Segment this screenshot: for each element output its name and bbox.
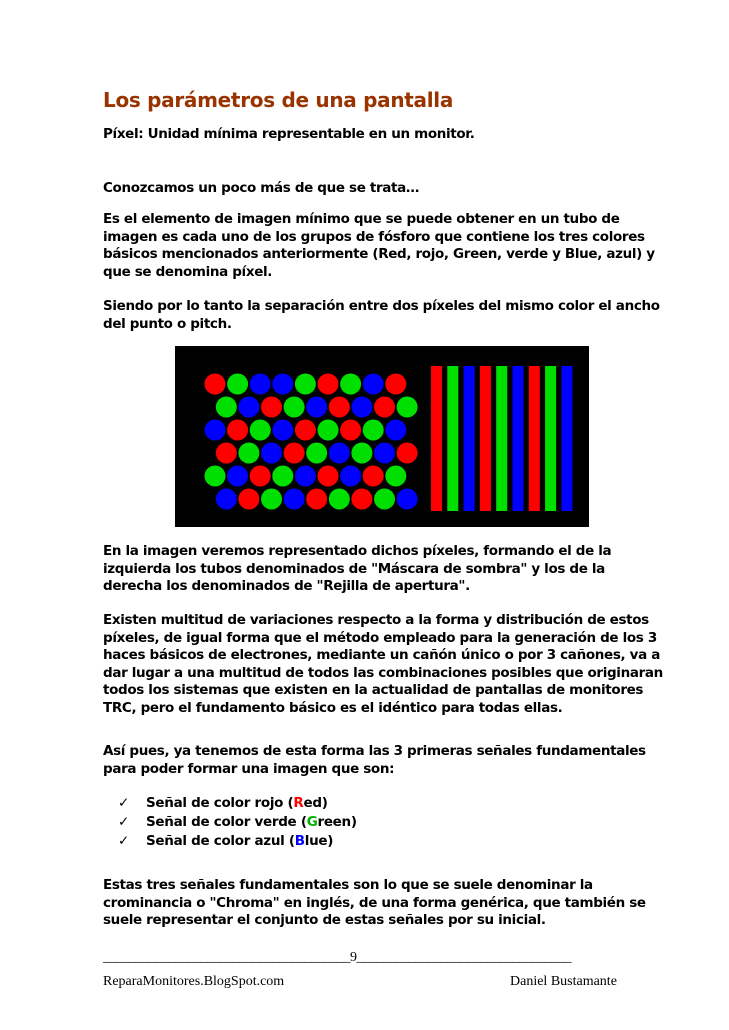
shadow-mask-dot-green [227,374,248,395]
shadow-mask-dot-blue [374,443,395,464]
shadow-mask-dot-red [238,489,259,510]
shadow-mask-dot-red [397,443,418,464]
pixel-definition: Píxel: Unidad mínima representable en un monitor. [103,126,475,142]
shadow-mask-dot-green [250,420,271,441]
shadow-mask-dot-blue [284,489,305,510]
signal-label-rest: reen) [317,814,357,830]
list-item-red-signal [118,794,357,813]
footer-site: ReparaMonitores.BlogSpot.com [103,974,285,989]
list-item-blue-signal [118,832,357,851]
shadow-mask-dot-red [261,397,282,418]
page-title: Los parámetros de una pantalla [103,88,454,112]
shadow-mask-dot-green [363,420,384,441]
signal-initial-blue: B [294,833,305,849]
aperture-grille-stripe-blue [561,366,572,511]
signal-initial-red: R [293,795,304,811]
shadow-mask-dot-green [329,489,350,510]
shadow-mask-dot-green [318,420,339,441]
shadow-mask-dot-red [340,420,361,441]
shadow-mask-dot-blue [295,466,316,487]
shadow-mask-dot-blue [216,489,237,510]
check-icon: ✓ [118,795,130,811]
check-icon: ✓ [118,814,130,830]
intro-paragraph: Conozcamos un poco más de que se trata… [103,180,420,196]
shadow-mask-dot-blue [306,397,327,418]
shadow-mask-dot-blue [205,420,226,441]
pixel-structure-figure [175,346,589,527]
shadow-mask-dot-blue [329,443,350,464]
shadow-mask-dot-red [295,420,316,441]
shadow-mask-dot-blue [261,443,282,464]
shadow-mask-dot-green [216,397,237,418]
shadow-mask-dot-green [306,443,327,464]
aperture-grille-stripe-red [529,366,540,511]
shadow-mask-dot-blue [272,420,293,441]
shadow-mask-dot-red [318,466,339,487]
shadow-mask-dot-blue [250,374,271,395]
aperture-grille-stripe-green [496,366,507,511]
shadow-mask-dot-red [374,397,395,418]
shadow-mask-dot-blue [340,466,361,487]
footer-page-line: ______________________________________9_________________________________ [103,950,571,965]
shadow-mask-dot-blue [397,489,418,510]
shadow-mask-dot-red [318,374,339,395]
shadow-mask-dot-green [238,443,259,464]
shadow-mask-dot-red [284,443,305,464]
signal-label-rest: ed) [303,795,328,811]
shadow-mask-dot-green [205,466,226,487]
signal-initial-green: G [306,814,318,830]
aperture-grille-stripe-green [545,366,556,511]
footer-author: Daniel Bustamante [510,974,617,989]
shadow-mask-dot-green [397,397,418,418]
shadow-mask-dot-green [261,489,282,510]
signal-label: Señal de color verde ( [146,814,307,830]
shadow-mask-dot-green [272,466,293,487]
pixel-explanation-paragraph: Es el elemento de imagen mínimo que se puede obtener en un tubo de imagen es cada uno de los grupos de fósforo que contiene los tres colores básicos mencionados anteriormente (Red, rojo, Green, verde y Blue, azul) y que se denomina píxel. [103,211,655,280]
aperture-grille-stripe-red [480,366,491,511]
signals-intro-paragraph: Así pues, ya tenemos de esta forma las 3 primeras señales fundamentales para poder formar una imagen que son: [103,743,646,777]
shadow-mask-dot-blue [227,466,248,487]
shadow-mask-dot-blue [351,397,372,418]
shadow-mask-dot-green [284,397,305,418]
signal-label: Señal de color azul ( [146,833,295,849]
shadow-mask-dot-red [385,374,406,395]
aperture-grille-stripe-green [447,366,458,511]
color-signal-list [118,794,357,851]
shadow-mask-dot-red [205,374,226,395]
list-item-green-signal [118,813,357,832]
shadow-mask-dot-blue [363,374,384,395]
signal-label: Señal de color rojo ( [146,795,294,811]
shadow-mask-dot-red [216,443,237,464]
figure-description-paragraph: En la imagen veremos representado dichos píxeles, formando el de la izquierda los tubos denominados de "Máscara de sombra" y los de la derecha los denominados de "Rejilla de apertura". [103,543,612,595]
chroma-paragraph: Estas tres señales fundamentales son lo que se suele denominar la crominancia o "Chroma" en inglés, de una forma genérica, que también se suele representar el conjunto de estas señales por su inicial. [103,877,646,929]
shadow-mask-dot-green [351,443,372,464]
shadow-mask-dot-green [340,374,361,395]
shadow-mask-dot-red [306,489,327,510]
shadow-mask-dot-red [227,420,248,441]
shadow-mask-dot-blue [272,374,293,395]
check-icon: ✓ [118,833,130,849]
shadow-mask-dot-blue [385,420,406,441]
shadow-mask-dot-green [385,466,406,487]
shadow-mask-dot-red [363,466,384,487]
pitch-paragraph: Siendo por lo tanto la separación entre dos píxeles del mismo color el ancho del punto o pitch. [103,298,660,332]
shadow-mask-dot-red [351,489,372,510]
shadow-mask-dot-green [374,489,395,510]
shadow-mask-dot-blue [238,397,259,418]
aperture-grille-group [431,366,572,511]
shadow-mask-dot-red [250,466,271,487]
shadow-mask-dot-red [329,397,350,418]
shadow-mask-dot-green [295,374,316,395]
signal-label-rest: lue) [304,833,334,849]
aperture-grille-stripe-blue [513,366,524,511]
aperture-grille-stripe-red [431,366,442,511]
aperture-grille-stripe-blue [464,366,475,511]
variations-paragraph: Existen multitud de variaciones respecto a la forma y distribución de estos píxeles, de igual forma que el método empleado para la generación de los 3 haces básicos de electrones, mediante un cañón único o por 3 cañones, va a dar lugar a una multitud de todos las combinaciones posibles que originaran todos los sistemas que existen en la actualidad de pantallas de monitores TRC, pero el fundamento básico es el idéntico para todas ellas. [103,612,663,716]
